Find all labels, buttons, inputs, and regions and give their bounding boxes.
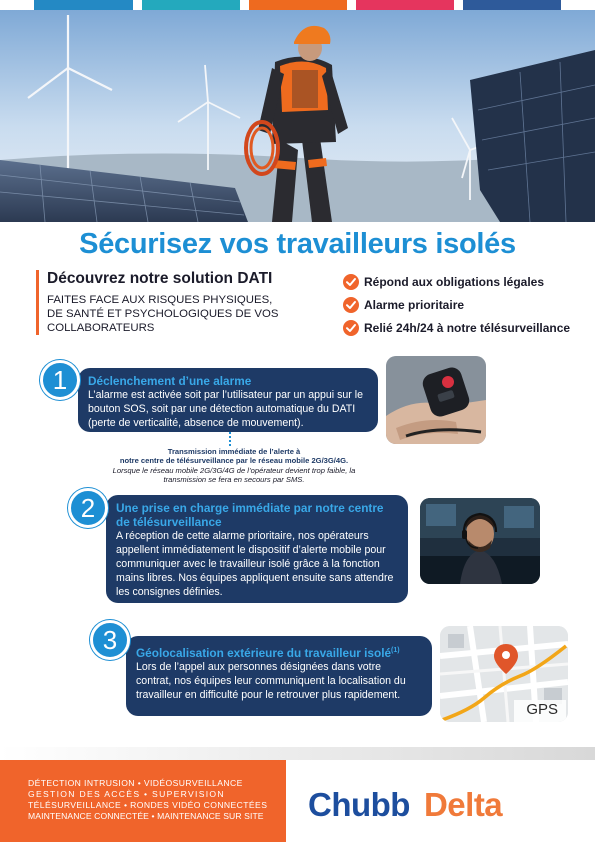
step-3-title [136,644,422,660]
brand-name-chubb: Chubb [308,786,410,823]
transmission-line-1: Transmission immédiate de l’alerte à [167,447,301,456]
step-3-body-line: Lors de l’appel aux personnes désignées dans votre [136,660,381,673]
step-2-body-line: A réception de cette alarme prioritaire, nos opérateurs [116,530,369,542]
step-2-body-line: mains libres. Nos équipes appliquent ensuite sans attendre [116,572,394,584]
footnote-marker: (1) [391,647,400,654]
step-1-number-badge: 1 [40,360,80,400]
color-strip-2 [142,0,240,10]
benefit-label: Alarme prioritaire [364,297,465,312]
step-1-card [78,368,378,432]
brand-name-delta: Delta [423,786,503,823]
step-3-body-line: travailleur en difficulté pour le retrouver plus rapidement. [136,688,401,701]
benefit-item [343,270,593,293]
top-color-bar [0,0,595,10]
operator-photo [420,498,540,584]
step-2-body-line: communiquer avec le travailleur isolé grâce à la fonction [116,558,380,570]
footer-services [0,760,286,842]
page-title: Sécurisez vos travailleurs isolés [79,228,516,260]
benefit-label: Répond aux obligations légales [364,274,545,289]
transmission-line-2: notre centre de télésurveillance par le réseau mobile 2G/3G/4G. [119,456,349,466]
step-2-body [116,529,398,599]
step-2-number-badge: 2 [68,488,108,528]
benefit-item [343,316,593,339]
step-1-body-line: bouton SOS, soit par une détection automatique du DATI [88,403,356,415]
step-3-body-line: contrat, nos équipes leur communiquent la localisation du [136,674,406,687]
connector-line [229,432,231,446]
step-3-card [126,636,432,716]
footer-brand-area [286,760,595,842]
intro-line-1: FAITES FACE AUX RISQUES PHYSIQUES, [47,294,273,306]
transmission-line-4: transmission se fera en secours par SMS. [163,475,305,485]
step-3-body [136,660,422,702]
transmission-line-3: Lorsque le réseau mobile 2G/3G/4G de l’opérateur devient trop faible, la [112,465,356,475]
color-strip-5 [463,0,561,10]
step-2-title [116,501,398,529]
benefits-list [343,270,593,339]
color-strip-4 [356,0,454,10]
intro-subtitle [47,293,336,335]
check-badge-icon [343,297,359,313]
hero-illustration [0,10,595,222]
step-1-body-line: (perte de verticalité, absence de mouvement). [88,417,304,429]
step-2-body-line: les consignes définies. [116,586,223,598]
gps-label: GPS [526,701,558,718]
sos-device-photo [386,356,486,444]
services-line: MAINTENANCE CONNECTÉE • MAINTENANCE SUR SITE [28,811,264,821]
services-line: TÉLÉSURVEILLANCE • RONDES VIDÉO CONNECTÉES [28,800,268,810]
check-badge-icon [343,320,359,336]
hero-image [0,10,595,222]
services-line: DÉTECTION INTRUSION • VIDÉOSURVEILLANCE [28,778,243,788]
color-strip-3 [249,0,347,10]
step-3-number-badge: 3 [90,620,130,660]
gps-map-image [440,626,568,722]
color-strip-1 [34,0,133,10]
intro-title: Découvrez notre solution DATI [47,270,273,287]
benefit-item [343,293,593,316]
intro-block [36,270,336,335]
step-2-card [106,495,408,603]
intro-line-2: DE SANTÉ ET PSYCHOLOGIQUES DE VOS [47,308,279,320]
check-badge-icon [343,274,359,290]
step-3-title-text: Géolocalisation extérieure du travailleur isolé [136,645,392,660]
step-2-title-line: de télésurveillance [116,515,222,529]
brand-logo [308,786,502,824]
step-2-title-line: Une prise en charge immédiate par notre centre [116,501,384,515]
step-2-body-line: appellent immédiatement le dispositif d’alerte mobile pour [116,544,386,556]
step-1-body-line: L’alarme est activée soit par l’utilisateur par un appui sur le [88,389,363,401]
step-1-body [88,388,368,430]
intro-line-3: COLLABORATEURS [47,322,155,334]
step-1-title: Déclenchement d’une alarme [88,374,252,388]
solar-panels-right [470,50,595,222]
services-line: GESTION DES ACCÈS • SUPERVISION [28,789,225,799]
benefit-label: Relié 24h/24 à notre télésurveillance [364,320,571,335]
transmission-note [84,447,384,485]
